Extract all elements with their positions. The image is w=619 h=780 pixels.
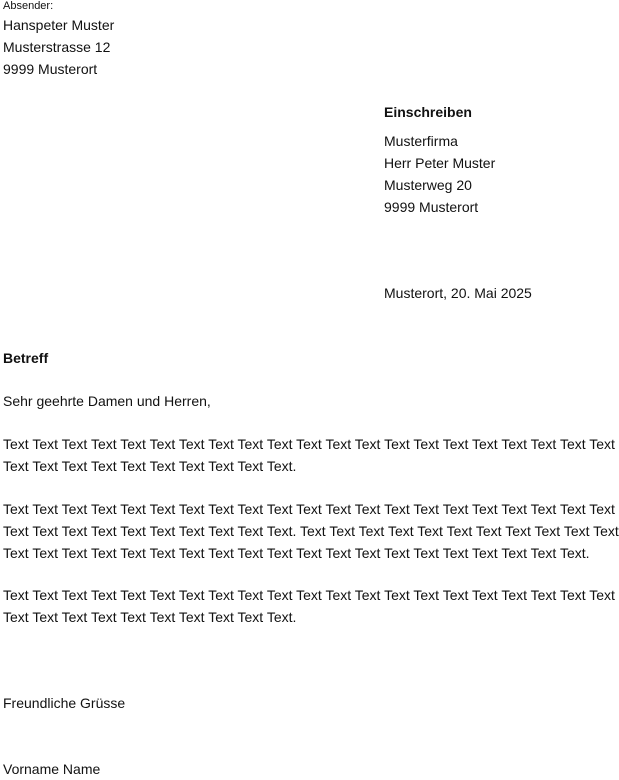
- letter-closing: Freundliche Grüsse: [3, 695, 126, 711]
- sender-street: Musterstrasse 12: [3, 39, 111, 55]
- paragraph-line: Text Text Text Text Text Text Text Text Text Text. Text Text Text Text Text Text Text Text Text Text Text: [3, 523, 619, 539]
- paragraph-line: Text Text Text Text Text Text Text Text Text Text.: [3, 609, 297, 625]
- letter-date: Musterort, 20. Mai 2025: [384, 285, 532, 301]
- paragraph-line: Text Text Text Text Text Text Text Text Text Text.: [3, 458, 297, 474]
- recipient-street: Musterweg 20: [384, 177, 472, 193]
- letter-salutation: Sehr geehrte Damen und Herren,: [3, 393, 211, 409]
- recipient-city: 9999 Musterort: [384, 199, 479, 215]
- recipient-company: Musterfirma: [384, 133, 458, 149]
- paragraph-line: Text Text Text Text Text Text Text Text Text Text Text Text Text Text Text Text Text Text Text Text Text: [3, 436, 615, 452]
- recipient-address: [384, 101, 495, 218]
- body-paragraph-3: [3, 584, 617, 628]
- paragraph-line: Text Text Text Text Text Text Text Text Text Text Text Text Text Text Text Text Text Text Text Text Text: [3, 587, 615, 603]
- sender-name: Hanspeter Muster: [3, 17, 115, 33]
- body-paragraph-2: [3, 498, 617, 564]
- paragraph-line: Text Text Text Text Text Text Text Text Text Text Text Text Text Text Text Text Text Text Text Text Text: [3, 501, 615, 517]
- letter-subject: Betreff: [3, 350, 49, 366]
- paragraph-line: Text Text Text Text Text Text Text Text Text Text Text Text Text Text Text Text Text Text Text Text.: [3, 545, 590, 561]
- sender-label: Absender:: [3, 0, 54, 12]
- sender-address: [3, 14, 114, 80]
- letter-signature: Vorname Name: [3, 761, 101, 777]
- body-paragraph-1: [3, 433, 617, 477]
- recipient-person: Herr Peter Muster: [384, 155, 496, 171]
- sender-city: 9999 Musterort: [3, 61, 98, 77]
- registered-mail-label: Einschreiben: [384, 104, 472, 120]
